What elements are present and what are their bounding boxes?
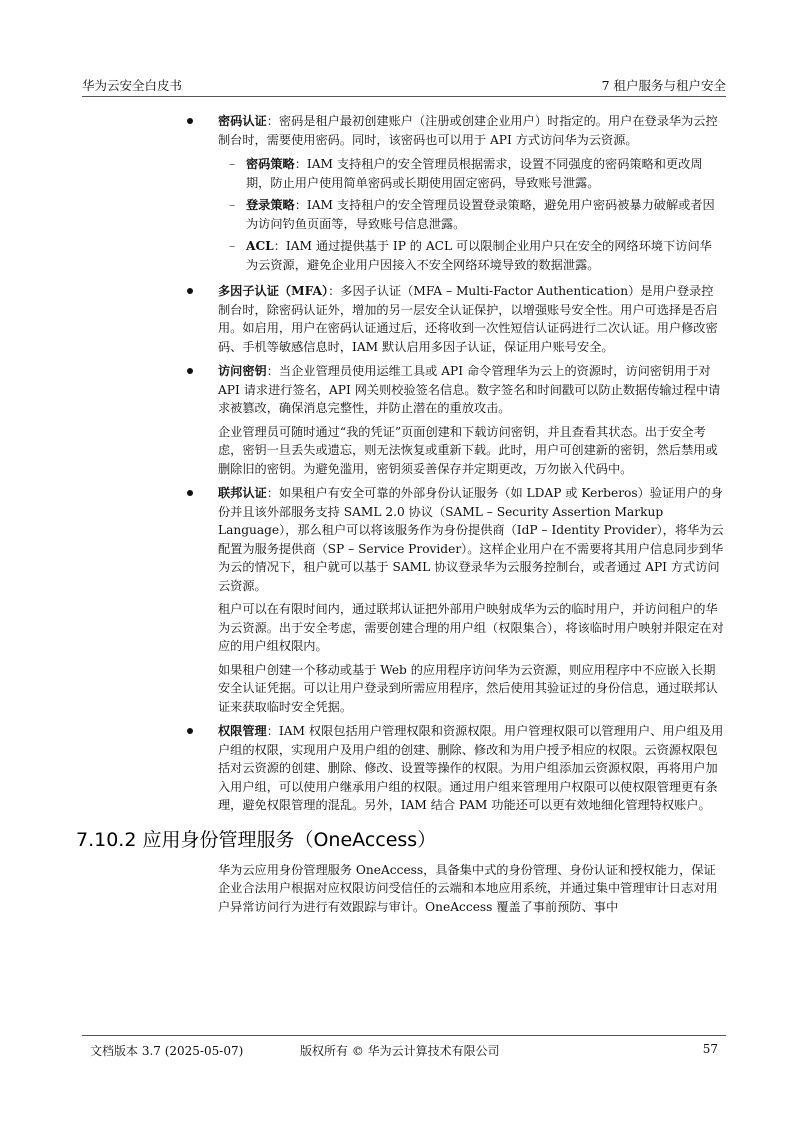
- dash-icon: –: [229, 239, 236, 253]
- subitem-text: ：IAM 支持租户的安全管理员根据需求，设置不同强度的密码策略和更改周期，防止用户使用简单密码或长期使用固定密码，导致账号泄露。: [246, 157, 703, 190]
- bullet-term: 访问密钥: [218, 364, 267, 378]
- subitem-term: ACL: [246, 239, 274, 253]
- subitem-text: ：IAM 通过提供基于 IP 的 ACL 可以限制企业用户只在安全的网络环境下访问华为云资源，避免企业用户因接入不安全网络环境导致的数据泄露。: [246, 239, 712, 272]
- subitem-acl: [229, 237, 716, 274]
- bullet-password-auth: [218, 112, 724, 149]
- bullet-term: 密码认证: [218, 114, 267, 128]
- header-chapter-title: 7 租户服务与租户安全: [601, 78, 726, 93]
- bullet-paragraph: 租户可以在有限时间内，通过联邦认证把外部用户映射成华为云的临时用户，并访问租户的华为云资源。出于安全考虑，需要创建合理的用户组（权限集合），将该临时用户映射并限定在对应的用户组权限内。: [218, 602, 724, 653]
- bullet-dot-icon: [187, 288, 193, 294]
- bullet-term: 多因子认证（MFA）: [218, 284, 329, 298]
- bullet-paragraph: 企业管理员可随时通过“我的凭证”页面创建和下载访问密钥，并且查看其状态。出于安全考虑，密钥一旦丢失或遗忘，则无法恢复或重新下载。此时，用户可创建新的密钥，然后禁用或删除旧的密钥。为避免滥用，密钥须妥善保存并定期更改，万勿嵌入代码中。: [218, 424, 718, 476]
- bullet-paragraph: 如果租户创建一个移动或基于 Web 的应用程序访问华为云资源，则应用程序中不应嵌入长期安全认证凭据。可以让用户登录到所需应用程序，然后使用其验证过的身份信息，通过联邦认证来获取临时安全凭据。: [218, 662, 718, 714]
- footer-version: 文档版本 3.7 (2025-05-07): [90, 1044, 244, 1058]
- footer-page-number: 57: [702, 1042, 718, 1056]
- section-heading: 7.10.2 应用身份管理服务（OneAccess）: [76, 828, 437, 851]
- header-doc-title: 华为云安全白皮书: [82, 78, 183, 93]
- page-header: [82, 76, 726, 97]
- subitem-password-policy: [229, 155, 716, 192]
- subitem-term: 密码策略: [246, 157, 295, 171]
- bullet-dot-icon: [187, 728, 193, 734]
- section-paragraph: 华为云应用身份管理服务 OneAccess，具备集中式的身份管理、身份认证和授权能力，保证企业合法用户根据对应权限访问受信任的云端和本地应用系统，并通过集中管理审计日志对用户异常访问行为进行有效跟踪与审计。OneAccess 覆盖了事前预防、事中: [218, 862, 718, 914]
- bullet-federated-auth: [218, 484, 724, 716]
- dash-icon: –: [229, 157, 236, 171]
- bullet-term: 权限管理: [218, 724, 267, 738]
- bullet-term: 联邦认证: [218, 486, 267, 500]
- bullet-text: ：IAM 权限包括用户管理权限和资源权限。用户管理权限可以管理用户、用户组及用户组的权限，实现用户及用户组的创建、删除、修改和为用户授予相应的权限。云资源权限包括对云资源的创建、删除、修改、设置等操作的权限。为用户组添加云资源权限，再将用户加入用户组，可以使用户继承用户组的权限。通过用户组来管理用户权限可以使权限管理更有条理，避免权限管理的混乱。另外，IAM 结合 PAM 功能还可以更有效地细化管理特权账户。: [218, 724, 724, 812]
- subitem-login-policy: [229, 196, 716, 233]
- bullet-text: ：如果租户有安全可靠的外部身份认证服务（如 LDAP 或 Kerberos）验证用户的身份并且该外部服务支持 SAML 2.0 协议（SAML – Security Assertion Markup Language），那么租户可以将该服务作为身份提供商（IdP – Identity Provider），将华为云配置为服务提供商（SP – Service Provider）。这样企业用户在不需要将其用户信息同步到华为云的情况下，租户就可以基于 SAML 协议登录华为云服务控制台，或者通过 API 方式访问云资源。: [218, 486, 724, 593]
- bullet-dot-icon: [187, 118, 193, 124]
- bullet-mfa: [218, 282, 724, 356]
- bullet-dot-icon: [187, 490, 193, 496]
- subitem-term: 登录策略: [246, 198, 295, 212]
- bullet-text: ：当企业管理员使用运维工具或 API 命令管理华为云上的资源时，访问密钥用于对 API 请求进行签名，API 网关则校验签名信息。数字签名和时间戳可以防止数据传输过程中请求被篡改，确保消息完整性，并防止潜在的重放攻击。: [218, 364, 721, 415]
- dash-icon: –: [229, 198, 236, 212]
- footer-copyright: 版权所有 © 华为云计算技术有限公司: [300, 1044, 500, 1058]
- page-footer: [82, 1035, 726, 1062]
- bullet-text: ：密码是租户最初创建账户（注册或创建企业用户）时指定的。用户在登录华为云控制台时，需要使用密码。同时，该密码也可以用于 API 方式访问华为云资源。: [218, 114, 718, 147]
- bullet-dot-icon: [187, 368, 193, 374]
- bullet-permission-mgmt: [218, 722, 724, 815]
- page-content: [0, 112, 794, 916]
- bullet-access-key: [218, 362, 724, 478]
- subitem-text: ：IAM 支持租户的安全管理员设置登录策略，避免用户密码被暴力破解或者因为访问钓鱼页面等，导致账号信息泄露。: [246, 198, 715, 231]
- bullet-text: ：多因子认证（MFA – Multi-Factor Authentication）是用户登录控制台时，除密码认证外，增加的另一层安全认证保护，以增强账号安全性。用户可选择是否启用。如启用，用户在密码认证通过后，还将收到一次性短信认证码进行二次认证。用户修改密码、手机等敏感信息时，IAM 默认启用多因子认证，保证用户账号安全。: [218, 284, 718, 354]
